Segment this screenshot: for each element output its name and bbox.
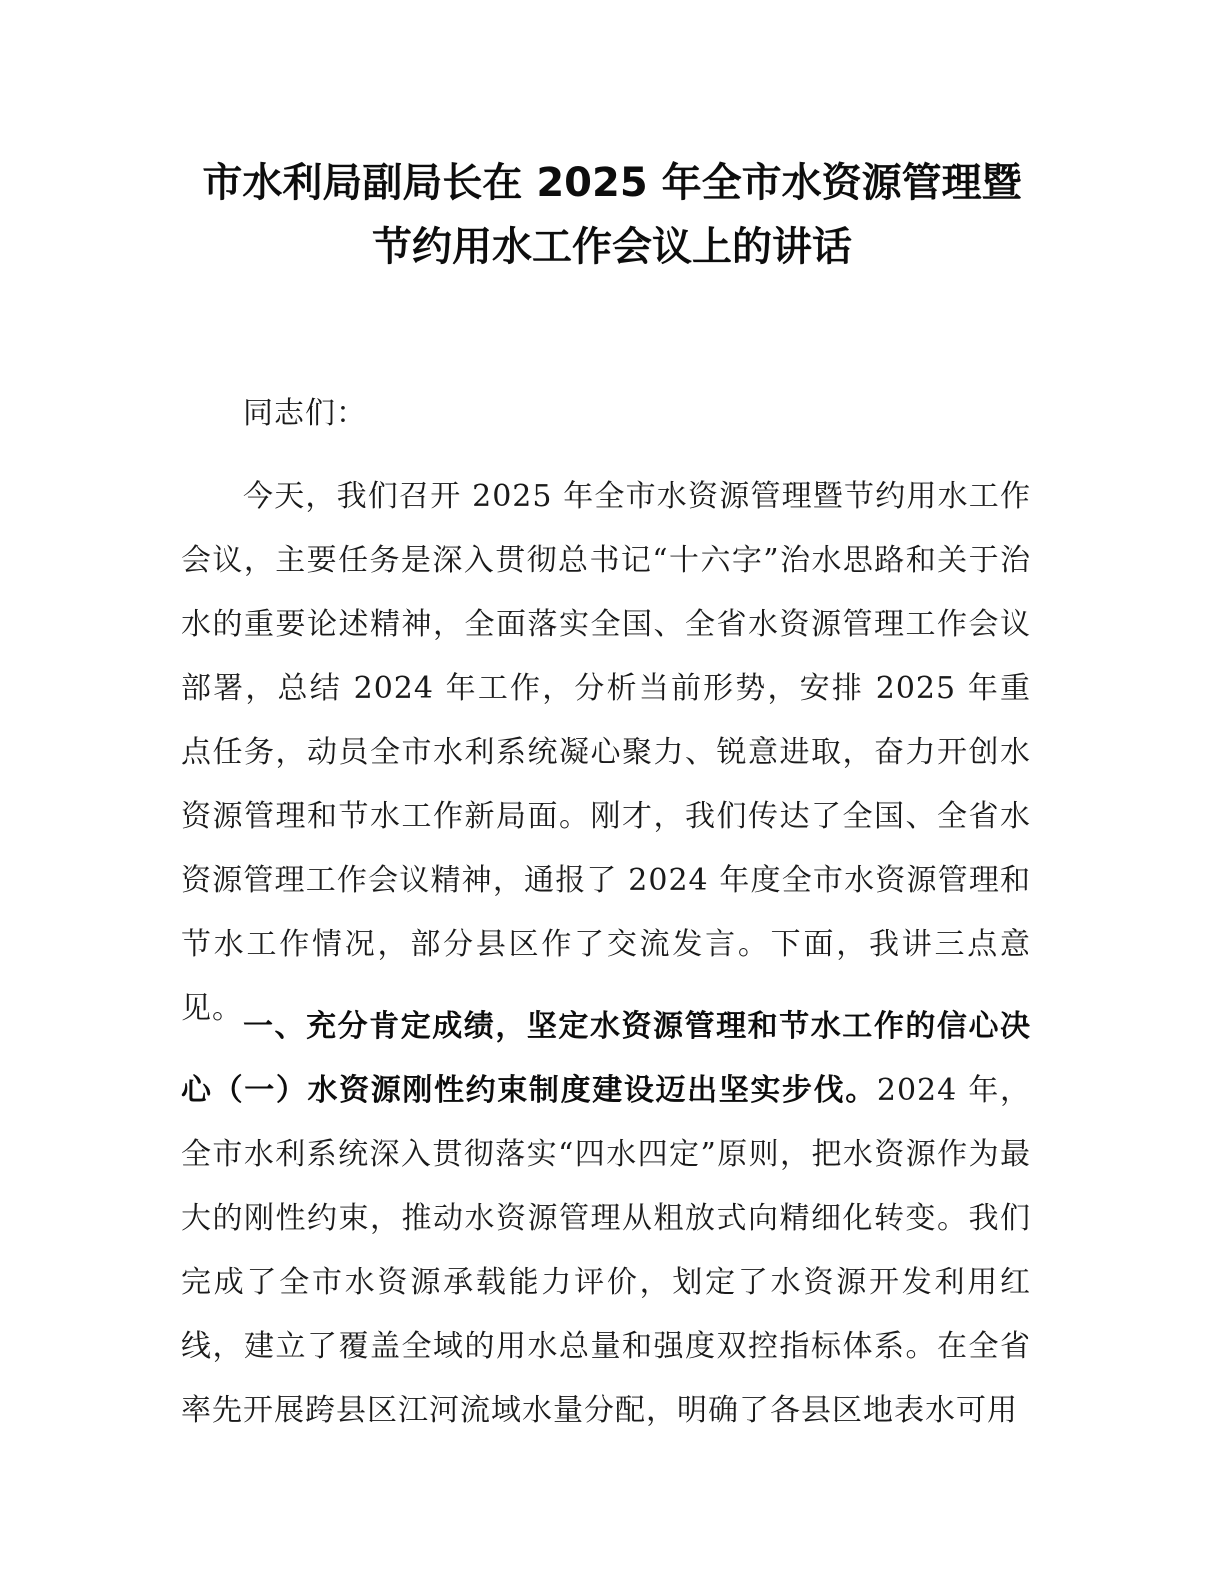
salutation: 同志们： [243,396,367,431]
opening-paragraph: 今天，我们召开 2025 年全市水资源管理暨节约用水工作会议，主要任务是深入贯彻总书记“十六字”治水思路和关于治水的重要论述精神，全面落实全国、全省水资源管理工作会议部署，总结 2024 年工作，分析当前形势，安排 2025 年重点任务，动员全市水利系统凝心聚力、锐意进取，奋力开创水资源管理和节水工作新局面。刚才，我们传达了全国、全省水资源管理工作会议精神，通报了 2024 年度全市水资源管理和节水工作情况，部分县区作了交流发言。下面，我讲三点意见。 [181,479,1031,1026]
document-title-line-1: 市水利局副局长在 2025 年全市水资源管理暨 [202,160,1022,206]
subsection-1-heading: （一）水资源刚性约束制度建设迈出坚实步伐。 [212,1073,877,1108]
section-1-heading: 一、充分肯定成绩，坚定水资源管理和节水工作的信心决心 [181,1009,1031,1108]
document-title-line-2: 节约用水工作会议上的讲话 [372,224,852,270]
section-1-paragraph [181,995,1031,1443]
subsection-1-text: 2024 年，全市水利系统深入贯彻落实“四水四定”原则，把水资源作为最大的刚性约束，推动水资源管理从粗放式向精细化转变。我们完成了全市水资源承载能力评价，划定了水资源开发利用红线，建立了覆盖全域的用水总量和强度双控指标体系。在全省率先开展跨县区江河流域水量分配，明确了各县区地表水可用 [181,1073,1032,1428]
